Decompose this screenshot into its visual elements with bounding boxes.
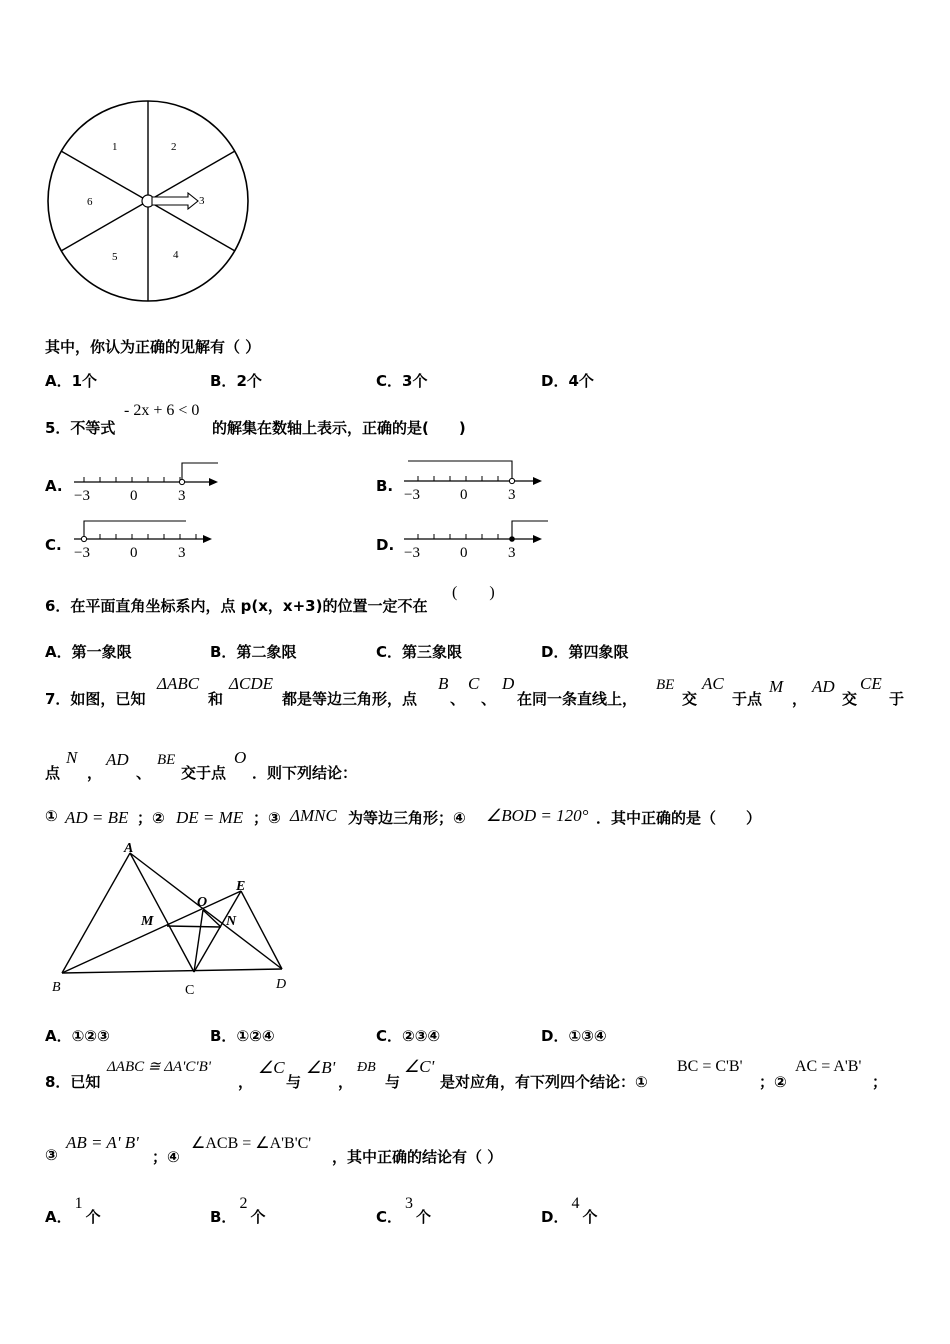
sector-label: 6: [87, 196, 93, 208]
tick-label: −3: [404, 487, 420, 503]
q7-math: N: [66, 748, 78, 767]
q8-text: 与: [385, 1073, 401, 1091]
q8-math: AB = A' B': [66, 1133, 139, 1152]
q8-math: ∠C: [258, 1058, 285, 1077]
vertex-label-b: B: [52, 980, 61, 995]
q8-text: ，其中正确的结论有（ ）: [332, 1148, 503, 1166]
vertex-label-d: D: [276, 977, 287, 992]
q7-math: B: [438, 674, 449, 693]
q8-text: ③: [45, 1146, 58, 1164]
sector-label: 2: [171, 141, 177, 153]
vertex-label-c: C: [185, 983, 195, 998]
vertex-label-e: E: [236, 879, 246, 894]
q6-option-c: C．第三象限: [376, 643, 463, 661]
vertex-label-n: N: [226, 914, 237, 929]
q7-text: ；②: [137, 809, 165, 827]
q4-option-d: D．4个: [541, 372, 594, 390]
sector-label: 5: [112, 251, 118, 263]
q8-math: ÐB: [357, 1060, 376, 1075]
q6-stem: 6．在平面直角坐标系内，点 p(x，x+3)的位置一定不在: [45, 597, 428, 615]
q7-text: 于点: [732, 690, 763, 708]
q7-math: BE: [656, 677, 675, 693]
q8-option-c: C．3个: [376, 1195, 432, 1226]
q7-text: 于: [889, 690, 905, 708]
tick-label: −3: [74, 545, 90, 561]
vertex-label-m: M: [141, 914, 154, 929]
tick-label: 0: [130, 488, 138, 504]
tick-label: −3: [404, 545, 420, 561]
q4-option-c: C．3个: [376, 372, 428, 390]
sector-label: 3: [199, 195, 205, 207]
q7-math: AD: [106, 750, 129, 769]
spinner-wheel-figure: [40, 95, 256, 309]
q7-math: O: [234, 748, 247, 767]
tick-label: 3: [178, 545, 186, 561]
q7-math: AC: [702, 674, 724, 693]
q7-text: 点: [45, 764, 61, 782]
q7-math: ΔCDE: [229, 674, 273, 693]
q8-math: ∠ACB = ∠A'B'C': [191, 1135, 312, 1152]
q7-math: D: [502, 674, 515, 693]
sector-label: 4: [173, 249, 179, 261]
q7-text: 交: [682, 690, 698, 708]
q5-option-b-letter: B.: [376, 477, 394, 495]
vertex-label-o: O: [197, 895, 208, 910]
q8-option-b: B．2个: [210, 1195, 266, 1226]
q7-math: ΔABC: [157, 674, 200, 693]
q7-math: CE: [860, 674, 882, 693]
q7-math: M: [769, 677, 784, 696]
tick-label: 3: [178, 488, 186, 504]
q7-text: ．则下列结论：: [252, 764, 358, 782]
q6-option-a: A．第一象限: [45, 643, 132, 661]
q7-math: AD: [812, 677, 835, 696]
q7-text: ①: [45, 807, 58, 825]
q8-text: 8．已知: [45, 1073, 101, 1091]
q7-option-a: A．①②③: [45, 1027, 110, 1045]
q5-option-a-letter: A.: [45, 477, 63, 495]
q4-stem: 其中，你认为正确的见解有（ ）: [45, 338, 261, 356]
q4-option-a: A．1个: [45, 372, 98, 390]
q7-option-c: C．②③④: [376, 1027, 441, 1045]
q5-number-line-a: [68, 458, 228, 508]
q5-number-line-c: [68, 515, 228, 565]
q7-math: DE = ME: [176, 808, 244, 827]
q7-math: AD = BE: [65, 808, 129, 827]
sector-label: 1: [112, 141, 118, 153]
q8-math: AC = A'B': [795, 1058, 862, 1075]
tick-label: 0: [460, 545, 468, 561]
q8-text: ，: [338, 1073, 354, 1091]
q8-text: ；②: [759, 1073, 787, 1091]
q7-text: ，: [792, 690, 808, 708]
q8-text: ，: [238, 1073, 254, 1091]
q7-text: ．其中正确的是（ ）: [596, 809, 762, 827]
q8-option-d: D．4个: [541, 1195, 598, 1226]
q5-number-line-d: [398, 515, 558, 565]
q5-option-d-letter: D.: [376, 536, 395, 554]
q8-math: ΔABC ≅ ΔA'C'B': [107, 1059, 211, 1075]
q4-option-b: B．2个: [210, 372, 262, 390]
q8-math: ∠C': [404, 1057, 435, 1076]
tick-label: 3: [508, 545, 516, 561]
tick-label: 0: [460, 487, 468, 503]
q8-option-a: A．1个: [45, 1195, 101, 1226]
q7-text: 7．如图，已知: [45, 690, 146, 708]
q7-text: ；③: [253, 809, 281, 827]
q7-option-d: D．①③④: [541, 1027, 607, 1045]
q5-inequality: - 2x + 6 < 0: [124, 402, 200, 419]
q7-text: 、: [450, 690, 466, 708]
q5-prefix: 5．不等式: [45, 419, 116, 437]
q5-number-line-b: [398, 455, 558, 505]
q7-text: 、: [136, 764, 152, 782]
q7-text: ，: [87, 764, 103, 782]
q7-text: 都是等边三角形，点: [282, 690, 418, 708]
q8-math: BC = C'B': [677, 1058, 743, 1075]
q7-option-b: B．①②④: [210, 1027, 275, 1045]
q5-option-c-letter: C.: [45, 536, 62, 554]
q6-paren: ( ): [452, 584, 495, 601]
q7-text: 、: [481, 690, 497, 708]
q8-text: 是对应角，有下列四个结论：①: [440, 1073, 648, 1091]
q7-text: 在同一条直线上，: [517, 690, 638, 708]
q7-math: BE: [157, 752, 176, 768]
q7-math: ∠BOD = 120°: [486, 806, 589, 825]
q8-text: ；: [872, 1073, 888, 1091]
q7-math: C: [468, 674, 480, 693]
q7-text: 交于点: [181, 764, 227, 782]
q6-option-b: B．第二象限: [210, 643, 297, 661]
q8-math: ∠B': [306, 1058, 336, 1077]
q6-option-d: D．第四象限: [541, 643, 629, 661]
tick-label: −3: [74, 488, 90, 504]
q5-suffix: 的解集在数轴上表示，正确的是( ): [212, 419, 466, 437]
q7-text: 交: [842, 690, 858, 708]
q7-text: 为等边三角形；④: [348, 809, 466, 827]
q7-triangle-figure: [45, 836, 305, 1000]
q7-math: ΔMNC: [290, 806, 337, 825]
tick-label: 3: [508, 487, 516, 503]
vertex-label-a: A: [124, 841, 134, 856]
q8-text: 与: [286, 1073, 302, 1091]
q7-text: 和: [208, 690, 224, 708]
q8-text: ；④: [152, 1148, 180, 1166]
tick-label: 0: [130, 545, 138, 561]
